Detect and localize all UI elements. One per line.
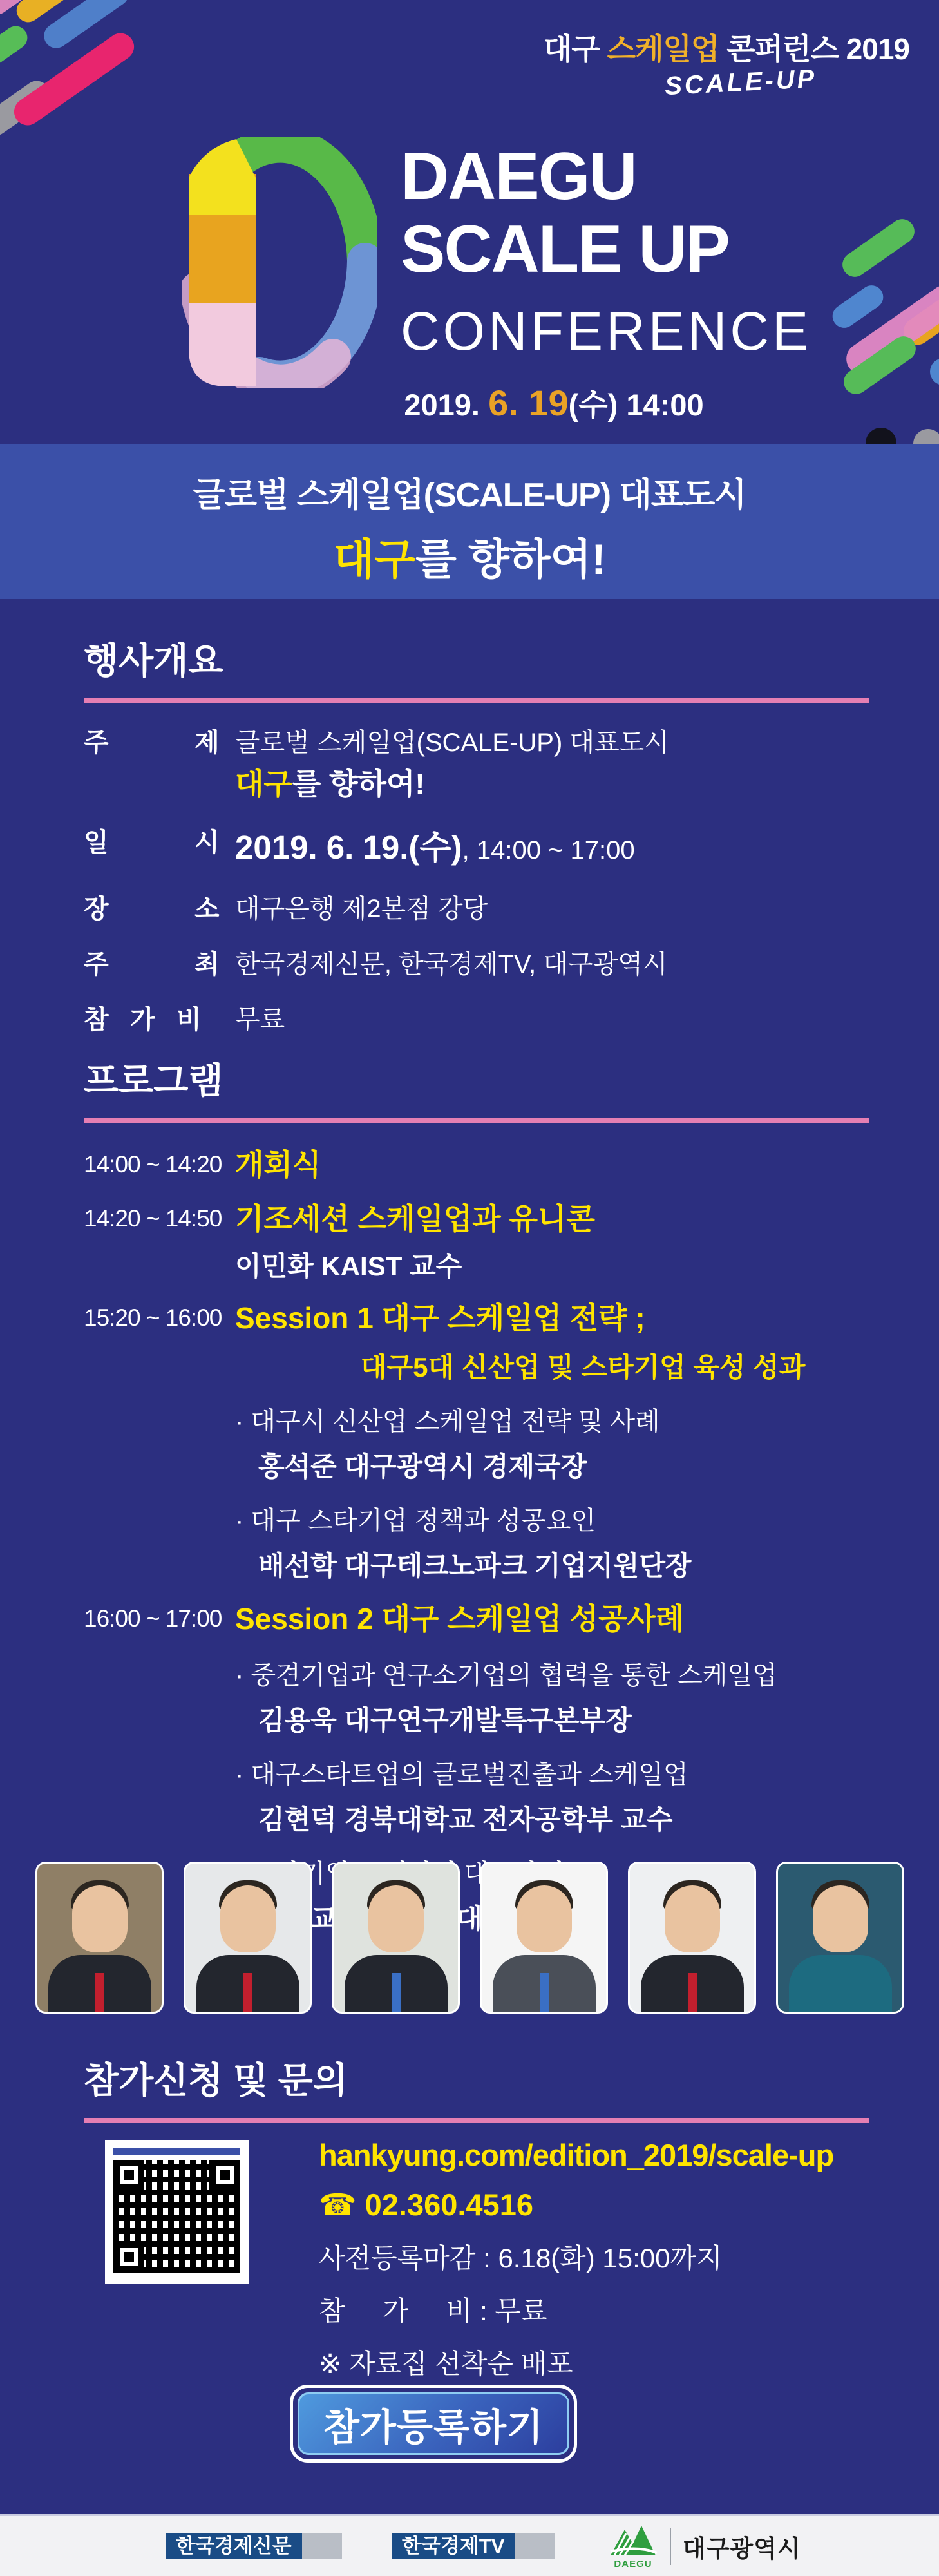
daegu-city-label: 대구광역시: [683, 2535, 801, 2562]
footer: [0, 2514, 939, 2576]
speaker-photo-1: [35, 1862, 164, 2014]
phone-line: [319, 2187, 833, 2223]
overview-label: 참 가 비: [84, 1005, 202, 1034]
hankyung-tv-logo: [392, 2533, 555, 2559]
slogan-rest: 를 향하여!: [415, 535, 606, 583]
logo-gray-block: [302, 2533, 342, 2559]
bullet-topic: · 대구 스타기업 정책과 성공요인: [235, 1507, 596, 1536]
logo-line-scaleup: SCALE UP: [401, 212, 729, 287]
silhouette-tie: [540, 1973, 549, 2012]
page-title-highlight: 스케일업: [607, 32, 719, 66]
slogan-line1: 글로벌 스케일업(SCALE-UP) 대표도시: [193, 477, 746, 514]
hankyung-newspaper-logo: [166, 2533, 342, 2559]
topic-daegu: 대구: [235, 767, 292, 801]
overview-divider: [84, 698, 869, 703]
event-date-year: 2019.: [404, 388, 489, 422]
bullet-speaker: 김용욱 대구연구개발특구본부장: [258, 1705, 632, 1736]
overview-value: [235, 723, 669, 806]
overview-value: 한국경제신문, 한국경제TV, 대구광역시: [235, 949, 668, 978]
confetti-capsule: [838, 215, 920, 282]
overview-row-fee: [84, 1000, 869, 1039]
hankyung-tv-label: 한국경제TV: [392, 2533, 515, 2559]
program-item-title: 기조세션 스케일업과 유니콘: [235, 1201, 595, 1236]
overview-section: [84, 633, 869, 1056]
overview-value: [235, 823, 635, 873]
slogan-line2: [0, 525, 939, 586]
event-date-day: 6. 19: [488, 383, 569, 423]
program-divider: [84, 1118, 869, 1123]
program-bullet: [235, 1658, 869, 1738]
qr-finder-icon: [209, 2160, 240, 2191]
program-title: 프로그램: [84, 1060, 223, 1101]
register-button-label: 참가등록하기: [298, 2392, 569, 2455]
silhouette-body: [789, 1955, 892, 2014]
silhouette-tie: [392, 1973, 401, 2012]
silhouette-tie: [688, 1973, 697, 2012]
program-item-title: Session 2 대구 스케일업 성공사례: [235, 1602, 685, 1636]
silhouette-head: [368, 1885, 424, 1952]
page-title-suffix: 콘퍼런스 2019: [719, 32, 909, 66]
speaker-photo-2: [184, 1862, 312, 2014]
confetti-capsule: [9, 28, 140, 130]
program-item-title: 개회식: [235, 1148, 321, 1181]
silhouette-head: [220, 1885, 276, 1952]
overview-value: 대구은행 제2본점 강당: [235, 894, 488, 923]
program-item-session1: [84, 1299, 869, 1584]
program-bullet: [235, 1404, 869, 1484]
scaleup-script-text: SCALE-UP: [663, 64, 817, 101]
silhouette-head: [813, 1885, 868, 1952]
overview-label: 장 소: [84, 894, 220, 923]
page-title-prefix: 대구: [543, 32, 607, 66]
speaker-photo-5: [628, 1862, 756, 2014]
datetime-year: 2019.: [235, 829, 327, 866]
phone-icon: ☎: [319, 2188, 357, 2222]
qr-finder-icon: [113, 2160, 144, 2191]
topic-line1: 글로벌 스케일업(SCALE-UP) 대표도시: [235, 729, 669, 757]
phone-number: 02.360.4516: [356, 2188, 533, 2222]
overview-rows: [84, 723, 869, 1039]
overview-title: 행사개요: [84, 640, 223, 681]
register-button[interactable]: [290, 2385, 577, 2463]
program-bullet: [235, 1503, 869, 1583]
hankyung-newspaper-label: 한국경제신문: [166, 2533, 302, 2559]
program-item-title: Session 1 대구 스케일업 전략 ;: [235, 1301, 645, 1335]
program-speaker: 이민화 KAIST 교수: [235, 1250, 462, 1281]
overview-row-topic: [84, 723, 869, 806]
contact-divider: [84, 2118, 869, 2123]
topic-rest: 를 향하여!: [292, 767, 425, 801]
silhouette-tie: [95, 1973, 104, 2012]
program-time: 16:00 ~ 17:00: [84, 1605, 222, 1632]
event-date: [348, 381, 760, 425]
program-item-subtitle: 대구5대 신산업 및 스타기업 육성 성과: [361, 1352, 806, 1383]
speaker-photo-6: [776, 1862, 904, 2014]
logo-divider: [670, 2528, 671, 2565]
qr-top-strip: [113, 2148, 240, 2155]
overview-row-host: [84, 945, 869, 984]
bullet-topic: · 중견기업과 연구소기업의 협력을 통한 스케일업: [235, 1661, 777, 1690]
daegu-mountain-icon: [605, 2523, 661, 2570]
qr-code: [105, 2140, 249, 2284]
logo-gray-block: [515, 2533, 555, 2559]
daegu-city-logo: [605, 2523, 801, 2570]
datetime-hours: , 14:00 ~ 17:00: [462, 836, 635, 864]
bullet-topic: · 대구시 신산업 스케일업 전략 및 사례: [235, 1407, 660, 1436]
program-bullet: [235, 1757, 869, 1837]
silhouette-head: [72, 1885, 128, 1952]
program-body: [235, 1200, 869, 1284]
program-item-keynote: [84, 1200, 869, 1284]
event-date-time: (수) 14:00: [568, 388, 704, 422]
contact-details: [319, 2137, 833, 2381]
overview-label: 주 최: [84, 949, 220, 978]
overview-label: 주 제: [84, 729, 220, 757]
program-body: [235, 1299, 869, 1584]
topic-line2: [235, 762, 669, 806]
speaker-photo-3: [332, 1862, 460, 2014]
overview-row-datetime: [84, 823, 869, 873]
program-rows: [84, 1146, 869, 1936]
bullet-speaker: 배선학 대구테크노파크 기업지원단장: [258, 1550, 692, 1581]
program-body: [235, 1146, 869, 1185]
silhouette-head: [517, 1885, 572, 1952]
program-time: 15:20 ~ 16:00: [84, 1304, 222, 1331]
datetime-day: 6. 19.(수): [326, 829, 462, 866]
confetti-capsule: [0, 21, 32, 68]
deadline-text: 사전등록마감 : 6.18(화) 15:00까지: [319, 2243, 723, 2273]
slogan-daegu: 대구: [333, 535, 416, 583]
bullet-speaker: 김현덕 경북대학교 전자공학부 교수: [258, 1804, 673, 1835]
logo-line-daegu: DAEGU: [401, 139, 636, 214]
slogan-banner: [0, 444, 939, 599]
overview-label: 일 시: [84, 828, 220, 857]
fee-text: 참 가 비 : 무료: [319, 2296, 547, 2326]
program-time: 14:00 ~ 14:20: [84, 1151, 222, 1178]
bullet-speaker: 홍석준 대구광역시 경제국장: [258, 1451, 587, 1482]
silhouette-tie: [243, 1973, 252, 2012]
logo-wordmark: [401, 140, 811, 363]
contact-section: [84, 2052, 869, 2123]
page-title: [544, 26, 909, 68]
qr-finder-icon: [113, 2242, 144, 2273]
confetti-capsule: [828, 281, 888, 332]
qr-pattern: [113, 2160, 240, 2273]
registration-url[interactable]: hankyung.com/edition_2019/scale-up: [319, 2138, 834, 2172]
program-time: 14:20 ~ 14:50: [84, 1205, 222, 1232]
confetti-dot: [930, 358, 939, 385]
speaker-photo-strip: [35, 1862, 904, 2014]
contact-title: 참가신청 및 문의: [84, 2060, 348, 2101]
note-text: ※ 자료집 선착순 배포: [319, 2349, 573, 2379]
program-section: [84, 1053, 869, 1952]
program-item-opening: [84, 1146, 869, 1185]
silhouette-head: [665, 1885, 720, 1952]
overview-row-venue: [84, 890, 869, 928]
logo-line-conference: CONFERENCE: [401, 301, 812, 361]
bullet-topic: · 대구스타트업의 글로벌진출과 스케일업: [235, 1760, 688, 1789]
daegu-mark-label: DAEGU: [614, 2558, 652, 2570]
overview-value: 무료: [235, 1005, 285, 1034]
daegu-d-logo: [182, 137, 377, 388]
speaker-photo-4: [480, 1862, 608, 2014]
